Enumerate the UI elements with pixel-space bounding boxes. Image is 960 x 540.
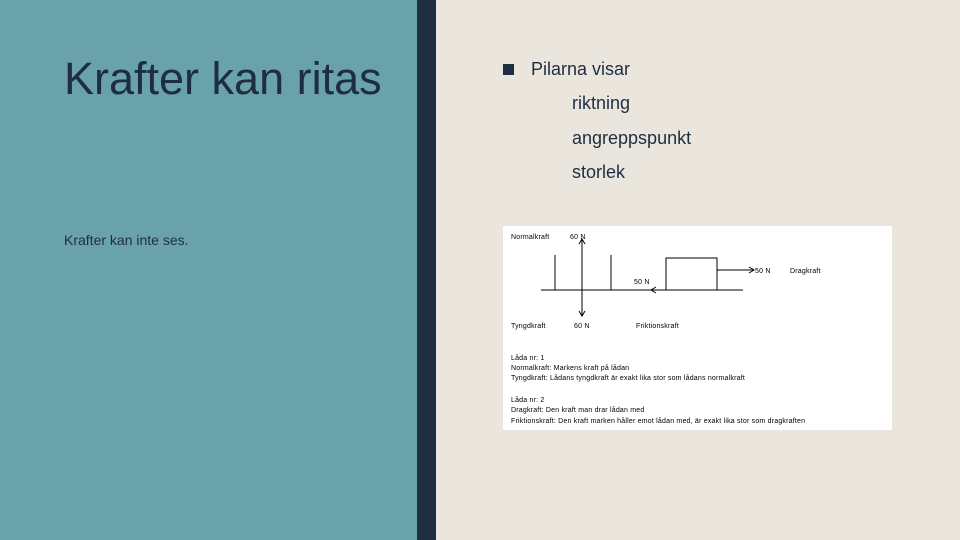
label-tyngdkraft: Tyngdkraft — [511, 323, 546, 330]
caption-line: Låda nr: 2 — [511, 397, 545, 404]
slide-title: Krafter kan ritas — [64, 53, 382, 104]
caption-line: Normalkraft: Markens kraft på lådan — [511, 365, 630, 372]
label-normalkraft: Normalkraft — [511, 234, 550, 241]
caption-line: Tyngdkraft: Lådans tyngdkraft är exakt lika stor som lådans normalkraft — [511, 375, 746, 382]
label-friktionskraft: Friktionskraft — [636, 323, 679, 330]
label-drag-value: 50 N — [755, 268, 771, 275]
bullet-sub-riktning: riktning — [572, 93, 631, 113]
box-2 — [666, 258, 717, 290]
bullet-main: Pilarna visar — [531, 59, 631, 79]
label-gravity-value: 60 N — [574, 323, 590, 330]
caption-line: Friktionskraft: Den kraft marken håller emot lådan med, är exakt lika stor som dragkraften — [511, 418, 806, 425]
caption-line: Dragkraft: Den kraft man drar lådan med — [511, 407, 645, 414]
force-diagram-drawing — [503, 226, 892, 430]
bullet-square-icon — [503, 64, 514, 75]
label-dragkraft: Dragkraft — [790, 268, 821, 275]
bullet-sub-angreppspunkt: angreppspunkt — [572, 128, 692, 148]
caption-line: Låda nr: 1 — [511, 355, 545, 362]
label-friction-value: 50 N — [634, 279, 650, 286]
force-diagram — [503, 226, 892, 430]
bullet-sub-storlek: storlek — [572, 162, 626, 182]
label-normal-value: 60 N — [570, 234, 586, 241]
divider-bar — [417, 0, 436, 540]
slide-subtitle: Krafter kan inte ses. — [64, 232, 189, 248]
box-1 — [555, 255, 611, 290]
